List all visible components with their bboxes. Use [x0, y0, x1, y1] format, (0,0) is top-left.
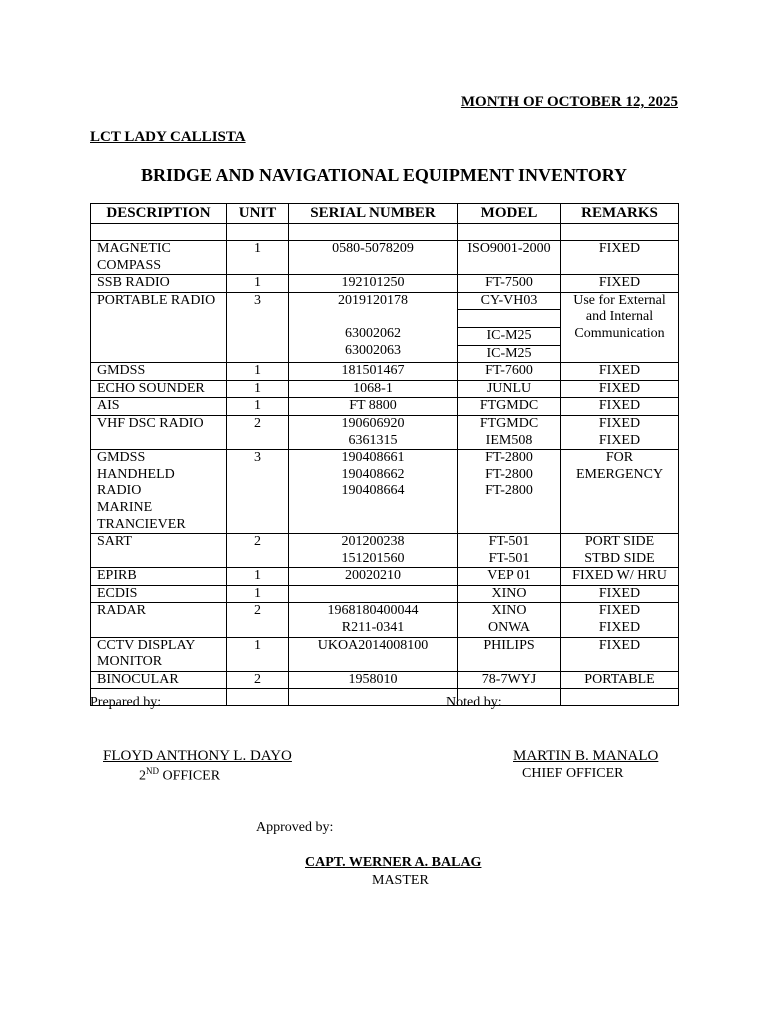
table-row: [91, 241, 679, 275]
serial-cell-line: 190606920: [341, 415, 405, 431]
description-cell: [91, 398, 227, 416]
table-row: [91, 450, 679, 534]
column-header-unit: UNIT: [227, 204, 289, 224]
model-cell-line: FT-501: [488, 534, 530, 550]
model-cell-line: FTGMDC: [479, 398, 539, 414]
model-cell-line: FT-501: [488, 550, 530, 566]
serial-cell: [289, 363, 458, 381]
description-cell: [91, 671, 227, 689]
model-cell-line: ISO9001-2000: [467, 241, 551, 256]
unit-cell: 3: [227, 292, 289, 362]
remarks-cell-line: STBD SIDE: [584, 550, 655, 566]
remarks-cell: [561, 534, 679, 568]
model-cell-line: IC-M25: [458, 345, 560, 362]
serial-cell: [289, 568, 458, 586]
description-cell-line: SART: [97, 534, 132, 550]
prepared-by-title-text: OFFICER: [159, 768, 221, 784]
description-cell-line: TRANCIEVER: [97, 516, 186, 532]
remarks-cell-line: FIXED: [598, 620, 641, 636]
report-month: MONTH OF OCTOBER 12, 2025: [460, 94, 678, 110]
description-cell-line: GMDSS: [97, 450, 146, 466]
serial-cell: [289, 275, 458, 293]
description-cell-line: ECDIS: [97, 585, 138, 601]
description-cell: [91, 241, 227, 275]
serial-cell-line: 1968180400044: [327, 603, 419, 619]
blank-cell: [289, 689, 458, 706]
serial-cell-line: 190408661: [341, 450, 405, 466]
prepared-by-title: [139, 766, 220, 785]
noted-by-label: Noted by:: [446, 695, 502, 710]
prepared-by-name: FLOYD ANTHONY L. DAYO: [103, 748, 292, 764]
remarks-cell-line: FIXED: [598, 415, 641, 431]
remarks-cell: [561, 603, 679, 637]
model-cell: [458, 534, 561, 568]
description-cell: [91, 585, 227, 603]
model-cell: [458, 363, 561, 381]
remarks-cell-line: FIXED: [598, 432, 641, 448]
serial-cell-line: 151201560: [341, 550, 405, 566]
description-cell: [91, 275, 227, 293]
description-cell-line: MONITOR: [97, 654, 163, 670]
description-cell-line: VHF DSC RADIO: [97, 415, 204, 431]
model-cell: [458, 637, 561, 671]
serial-cell-line: 1958010: [348, 671, 398, 687]
column-header-model: MODEL: [458, 204, 561, 224]
remarks-cell-line: FIXED: [598, 637, 641, 653]
column-header-description: DESCRIPTION: [91, 204, 227, 224]
serial-cell-line: 6361315: [348, 432, 398, 448]
model-cell: [458, 275, 561, 293]
remarks-cell-line: Communication: [574, 325, 665, 341]
remarks-cell: [561, 568, 679, 586]
serial-cell-line: 190408664: [341, 483, 405, 499]
serial-cell-line: 20020210: [345, 568, 401, 584]
inventory-table: [90, 203, 679, 706]
serial-cell: [289, 450, 458, 534]
serial-cell-line: 63002062: [345, 325, 401, 341]
serial-cell-line: 0580-5078209: [332, 241, 414, 256]
remarks-cell-line: FOR: [605, 450, 634, 466]
serial-cell-line: R211-0341: [341, 620, 405, 636]
model-cell: [458, 415, 561, 449]
remarks-cell: [561, 363, 679, 381]
description-cell-line: AIS: [97, 398, 120, 414]
serial-cell: [289, 637, 458, 671]
serial-cell-line: FT 8800: [349, 398, 397, 414]
description-cell: [91, 603, 227, 637]
model-cell: [458, 671, 561, 689]
description-cell-line: RADIO: [97, 483, 142, 499]
description-cell-line: MARINE: [97, 499, 153, 515]
serial-cell-line: 1068-1: [353, 380, 393, 396]
prepared-by-ordinal: 2: [139, 768, 146, 784]
description-cell-line: RADAR: [97, 603, 147, 619]
unit-cell: 1: [227, 380, 289, 398]
description-cell-line: GMDSS: [97, 363, 146, 379]
remarks-cell-line: Use for External: [573, 292, 666, 308]
serial-cell: [289, 398, 458, 416]
remarks-cell: [561, 637, 679, 671]
table-row: [91, 671, 679, 689]
table-row: [91, 603, 679, 637]
table-row: [91, 637, 679, 671]
serial-cell-line: UKOA2014008100: [317, 637, 429, 653]
unit-cell: 2: [227, 603, 289, 637]
remarks-cell-line: FIXED: [598, 380, 641, 396]
unit-cell: 2: [227, 671, 289, 689]
model-cell-line: VEP 01: [487, 568, 531, 584]
column-header-serial-number: SERIAL NUMBER: [289, 204, 458, 224]
serial-cell-line: 63002063: [345, 342, 401, 358]
table-row: [91, 292, 679, 362]
table-row: [91, 275, 679, 293]
model-cell: [458, 398, 561, 416]
serial-cell-line: 192101250: [341, 275, 405, 291]
remarks-cell: [561, 380, 679, 398]
serial-cell-line: 190408662: [341, 466, 405, 482]
column-header-remarks: REMARKS: [561, 204, 679, 224]
serial-cell: [289, 241, 458, 275]
description-cell: [91, 637, 227, 671]
remarks-cell: [561, 671, 679, 689]
unit-cell: 1: [227, 568, 289, 586]
blank-cell: [561, 689, 679, 706]
unit-cell: 1: [227, 241, 289, 275]
unit-cell: 2: [227, 415, 289, 449]
serial-cell: [289, 585, 458, 603]
model-cell: [458, 603, 561, 637]
remarks-cell-line: PORT SIDE: [584, 534, 655, 550]
remarks-cell: [561, 292, 679, 362]
blank-row: [91, 224, 679, 241]
noted-by-title: CHIEF OFFICER: [522, 766, 624, 781]
serial-cell: [289, 534, 458, 568]
remarks-cell-line: FIXED: [598, 363, 641, 379]
remarks-cell: [561, 415, 679, 449]
description-cell: [91, 380, 227, 398]
model-cell-line: JUNLU: [486, 380, 532, 396]
serial-cell: [289, 603, 458, 637]
blank-cell: [227, 689, 289, 706]
unit-cell: 2: [227, 534, 289, 568]
table-row: [91, 585, 679, 603]
model-cell: [458, 585, 561, 603]
model-cell-line: IEM508: [485, 432, 533, 448]
serial-cell: [289, 380, 458, 398]
model-cell-line: FT-7600: [485, 363, 533, 379]
remarks-cell-line: and Internal: [585, 309, 654, 325]
serial-cell-line: [289, 586, 457, 603]
model-cell-line: FTGMDC: [479, 415, 539, 431]
remarks-cell-line: FIXED W/ HRU: [572, 568, 667, 584]
description-cell-line: HANDHELD: [97, 466, 175, 482]
unit-cell: 1: [227, 398, 289, 416]
model-cell-line: ONWA: [488, 620, 530, 636]
description-cell-line: BINOCULAR: [97, 671, 179, 687]
remarks-cell-line: PORTABLE: [584, 671, 655, 687]
description-cell: [91, 415, 227, 449]
serial-cell-line: 2019120178: [338, 292, 408, 308]
unit-cell: 1: [227, 585, 289, 603]
remarks-cell-line: FIXED: [598, 398, 641, 414]
model-cell-line: FT-2800: [485, 466, 533, 482]
serial-cell-line: [289, 309, 457, 326]
serial-cell: [289, 292, 458, 362]
remarks-cell: [561, 450, 679, 534]
unit-cell: 1: [227, 637, 289, 671]
serial-cell-line: 201200238: [341, 534, 405, 550]
approved-by-label: Approved by:: [256, 820, 334, 835]
description-cell: [91, 450, 227, 534]
table-row: [91, 415, 679, 449]
remarks-cell-line: EMERGENCY: [575, 466, 664, 482]
model-cell-line: FT-2800: [485, 483, 533, 499]
table-row: [91, 398, 679, 416]
model-cell-line: IC-M25: [458, 327, 560, 345]
description-cell: [91, 568, 227, 586]
description-cell-line: COMPASS: [97, 257, 162, 273]
description-cell-line: ECHO SOUNDER: [97, 380, 205, 396]
serial-cell: [289, 415, 458, 449]
remarks-cell-line: FIXED: [598, 241, 641, 256]
model-cell: [458, 241, 561, 275]
blank-row: [91, 689, 679, 706]
remarks-cell-line: FIXED: [598, 275, 641, 291]
remarks-cell-line: FIXED: [598, 585, 641, 601]
remarks-cell: [561, 398, 679, 416]
noted-by-name: MARTIN B. MANALO: [513, 748, 659, 764]
unit-cell: 3: [227, 450, 289, 534]
approved-by-title: MASTER: [372, 873, 429, 888]
description-cell-line: PORTABLE RADIO: [97, 292, 216, 308]
description-cell: [91, 292, 227, 362]
description-cell-line: SSB RADIO: [97, 275, 170, 291]
description-cell-line: MAGNETIC: [97, 241, 171, 256]
model-cell-line: FT-7500: [485, 275, 533, 291]
remarks-cell: [561, 585, 679, 603]
unit-cell: 1: [227, 275, 289, 293]
model-cell: [458, 292, 561, 362]
description-cell: [91, 363, 227, 381]
model-cell-line: XINO: [491, 585, 527, 601]
description-cell-line: CCTV DISPLAY: [97, 637, 196, 653]
unit-cell: 1: [227, 363, 289, 381]
model-cell: [458, 450, 561, 534]
serial-cell: [289, 671, 458, 689]
model-cell-line: [458, 310, 560, 328]
approved-by-name: CAPT. WERNER A. BALAG: [305, 855, 482, 870]
prepared-by-label: Prepared by:: [90, 695, 162, 710]
remarks-cell-line: FIXED: [598, 603, 641, 619]
page-title: BRIDGE AND NAVIGATIONAL EQUIPMENT INVENTORY: [140, 165, 628, 185]
table-row: [91, 568, 679, 586]
model-cell-line: CY-VH03: [480, 292, 538, 308]
prepared-by-ordinal-suffix: ND: [146, 766, 159, 776]
table-row: [91, 363, 679, 381]
model-cell-line: FT-2800: [485, 450, 533, 466]
description-cell-line: EPIRB: [97, 568, 137, 584]
model-cell-line: 78-7WYJ: [481, 671, 537, 687]
vessel-name: LCT LADY CALLISTA: [90, 129, 246, 145]
serial-cell-line: 181501467: [341, 363, 405, 379]
model-cell: [458, 380, 561, 398]
model-cell: [458, 568, 561, 586]
description-cell: [91, 534, 227, 568]
model-cell-line: XINO: [491, 603, 527, 619]
remarks-cell: [561, 241, 679, 275]
remarks-cell: [561, 275, 679, 293]
table-row: [91, 534, 679, 568]
table-row: [91, 380, 679, 398]
table-header-row: [91, 204, 679, 224]
model-cell-line: PHILIPS: [483, 637, 535, 653]
